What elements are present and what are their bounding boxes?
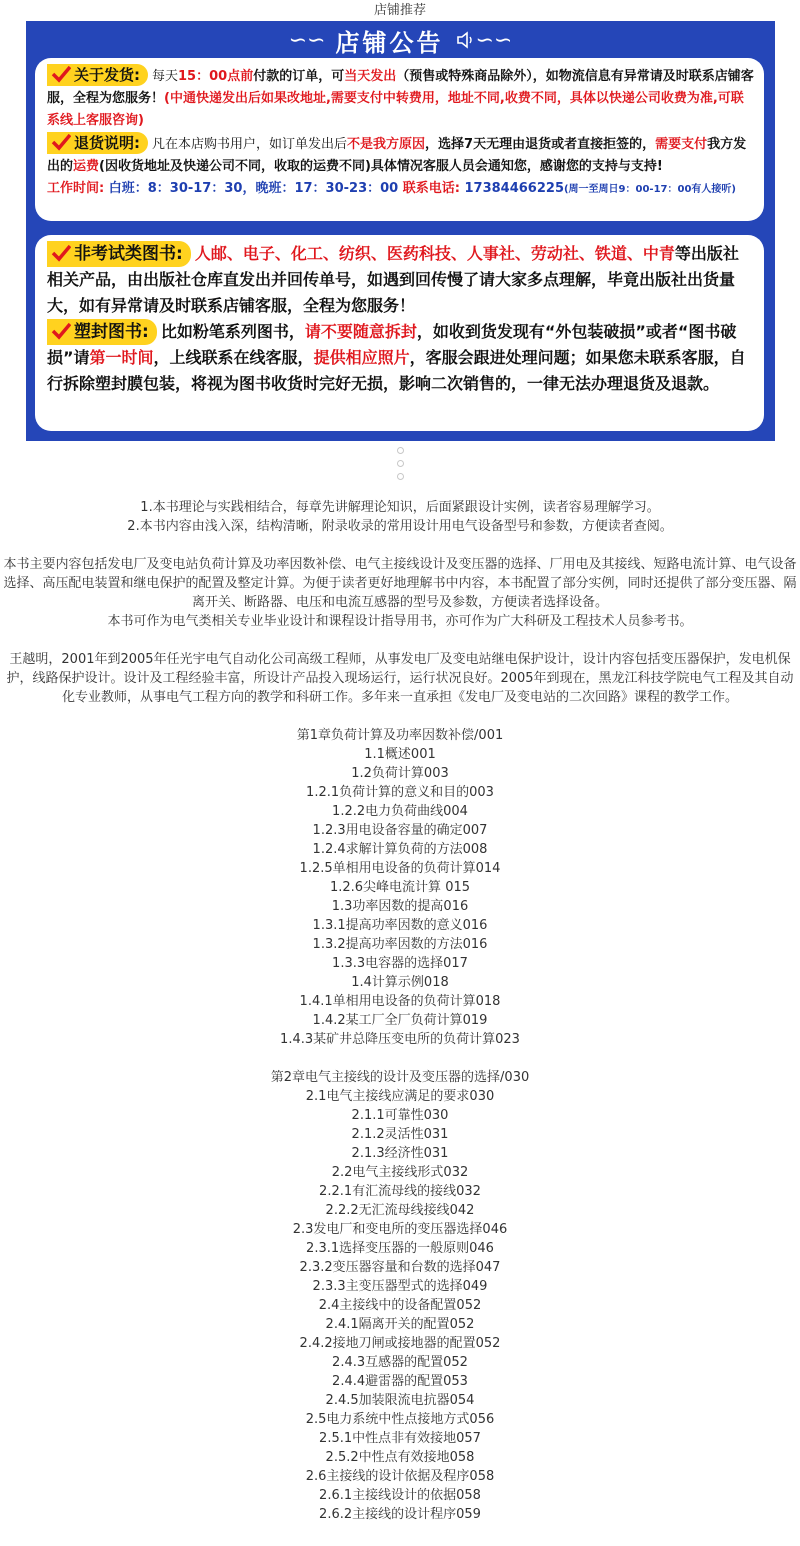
contact-phone: 17384466225 xyxy=(464,181,564,196)
toc-entry: 1.3.2提高功率因数的方法016 xyxy=(312,937,488,952)
toc-entry: 1.3.1提高功率因数的意义016 xyxy=(312,918,488,933)
toc-entry: 2.5.1中性点非有效接地057 xyxy=(319,1431,481,1446)
toc-entry: 2.2电气主接线形式032 xyxy=(331,1165,469,1180)
return-tag xyxy=(47,132,148,154)
sealed-photo-note: 提供相应照片 xyxy=(313,348,410,367)
toc-entry: 2.5电力系统中性点接地方式056 xyxy=(305,1412,495,1427)
wave-decoration-icon: ∽∽ xyxy=(288,27,326,53)
page-title: 店铺推荐 xyxy=(373,3,426,18)
shipping-tag xyxy=(47,64,148,86)
toc-entry: 2.1.2灵活性031 xyxy=(351,1127,449,1142)
toc-entry: 1.3.3电容器的选择017 xyxy=(332,956,468,971)
return-tag-label: 退货说明: xyxy=(74,134,140,152)
divider-dot xyxy=(397,447,404,454)
toc-entry: 1.4.1单相用电设备的负荷计算018 xyxy=(299,994,501,1009)
return-text: (因收货地址及快递公司不同，收取的运费不同)具体情况客服人员会通知您，感谢您的支持与支持! xyxy=(99,159,663,174)
check-icon xyxy=(51,244,71,262)
book-types-card xyxy=(35,235,764,431)
wave-decoration-icon: ∽∽ xyxy=(475,27,513,53)
product-description xyxy=(0,498,800,1524)
sealed-text: ，如收到货发现有“外包装破损”或者“图书破损”请 xyxy=(47,322,737,367)
toc-entry: 2.3发电厂和变电所的变压器选择046 xyxy=(292,1222,508,1237)
feature-line: 2.本书内容由浅入深，结构清晰，附录收录的常用设计用电气设备型号和参数，方便读者查阅。 xyxy=(127,519,673,534)
sealed-tag-label: 塑封图书: xyxy=(74,322,149,342)
toc-entry: 2.6.1主接线设计的依据058 xyxy=(319,1488,481,1503)
toc-entry: 1.2.2电力负荷曲线004 xyxy=(332,804,468,819)
shipping-text: （预售或特殊商品除外），如物流信息有异常请及时联系店铺客服，全程为您服务！ xyxy=(47,69,754,106)
sealed-text: ，上线联系在线客服， xyxy=(153,348,314,367)
toc-entry: 2.6主接线的设计依据及程序058 xyxy=(305,1469,495,1484)
toc-entry: 2.4主接线中的设备配置052 xyxy=(318,1298,482,1313)
return-fee-highlight: 运费 xyxy=(73,159,100,174)
nonexam-tag xyxy=(47,241,191,267)
return-text: 我方发出的 xyxy=(47,137,747,174)
nonexam-tag-label: 非考试类图书: xyxy=(74,244,183,264)
return-text: 凡在本店购书用户，如订单发出后 xyxy=(152,137,348,152)
work-hours-row xyxy=(47,178,754,201)
contact-label: 联系电话: xyxy=(402,181,460,196)
toc-entry: 1.4.2某工厂全厂负荷计算019 xyxy=(312,1013,488,1028)
divider-dots xyxy=(396,441,404,486)
toc-entry: 第2章电气主接线的设计及变压器的选择/030 xyxy=(270,1070,530,1085)
shipping-cutoff-time: 15：00点前 xyxy=(178,69,254,84)
toc-entry: 2.1电气主接线应满足的要求030 xyxy=(305,1089,495,1104)
toc-chapter-1 xyxy=(0,726,800,1049)
toc-chapter-2 xyxy=(0,1068,800,1524)
banner-title: 店铺公告 xyxy=(335,28,444,57)
toc-entry: 2.4.1隔离开关的配置052 xyxy=(325,1317,475,1332)
shipping-text: 每天 xyxy=(152,69,179,84)
toc-entry: 1.2.6尖峰电流计算 015 xyxy=(329,880,471,895)
summary-paragraph: 本书主要内容包括发电厂及变电站负荷计算及功率因数补偿、电气主接线设计及变压器的选择、厂用电及其接线、短路电流计算、电气设备选择、高压配电装置和继电保护的配置及整定计算。为便于读者更好地理解书中内容，本书配置了部分实例，同时还提供了部分变压器、隔离开关、断路器、电压和电流互感器的型号及参数，方便读者选择设备。 xyxy=(3,557,797,610)
toc-entry: 2.4.2接地刀闸或接地器的配置052 xyxy=(299,1336,501,1351)
work-hours-value: 白班：8：30-17：30，晚班：17：30-23：00 xyxy=(108,181,399,196)
toc-entry: 2.2.1有汇流母线的接线032 xyxy=(319,1184,481,1199)
return-pay-highlight: 需要支付 xyxy=(655,137,708,152)
shipping-address-change-note: (中通快递发出后如果改地址,需要支付中转费用，地址不同,收费不同，具体以快递公司收费为准,可联系线上客服咨询) xyxy=(47,91,744,128)
toc-entry: 2.3.3主变压器型式的选择049 xyxy=(312,1279,488,1294)
shipping-tag-label: 关于发货: xyxy=(74,66,140,84)
summary-paragraph: 本书可作为电气类相关专业毕业设计和课程设计指导用书，亦可作为广大科研及工程技术人员参考书。 xyxy=(107,614,693,629)
sealed-text: 比如粉笔系列图书， xyxy=(160,322,305,341)
store-notice-banner xyxy=(26,21,775,441)
toc-entry: 1.2.1负荷计算的意义和目的003 xyxy=(306,785,494,800)
toc-entry: 2.3.2变压器容量和台数的选择047 xyxy=(299,1260,501,1275)
work-hours-label: 工作时间: xyxy=(47,181,105,196)
toc-entry: 2.5.2中性点有效接地058 xyxy=(325,1450,475,1465)
same-day-highlight: 当天发出 xyxy=(344,69,397,84)
check-icon xyxy=(51,322,71,340)
toc-entry: 1.1概述001 xyxy=(364,747,436,762)
toc-entry: 1.2.5单相用电设备的负荷计算014 xyxy=(299,861,501,876)
author-bio: 王越明，2001年到2005年任光宇电气自动化公司高级工程师，从事发电厂及变电站继电保护设计，设计内容包括变压器保护，发电机保护，线路保护设计。设计及工程经验丰富，所设计产品投入现场运行，运行状况良好。2005年到现在，黑龙江科技学院电气工程及其自动化专业教师，从事电气工程方向的教学和科研工作。多年来一直承担《发电厂及变电站的二次回路》课程的教学工作。 xyxy=(6,652,794,705)
nonexam-text: 等出版社相关产品，由出版社仓库直发出并回传单号，如遇到回传慢了请大家多点理解，毕竟出版社出货量大，如有异常请及时联系店铺客服，全程为您服务！ xyxy=(47,244,739,315)
check-icon xyxy=(51,133,71,151)
publisher-list: 人邮、电子、化工、纺织、医药科技、人事社、劳动社、铁道、中青 xyxy=(194,244,675,263)
toc-entry: 1.4.3某矿井总降压变电所的负荷计算023 xyxy=(280,1032,520,1047)
divider-dot xyxy=(397,460,404,467)
toc-entry: 2.2.2无汇流母线接线042 xyxy=(325,1203,475,1218)
banner-header xyxy=(26,21,775,59)
sealed-section xyxy=(47,319,754,397)
return-text: ，选择7天无理由退货或者直接拒签的， xyxy=(425,137,656,152)
shipping-return-card xyxy=(35,58,764,221)
toc-entry: 2.1.3经济性031 xyxy=(351,1146,449,1161)
toc-entry: 2.1.1可靠性030 xyxy=(351,1108,449,1123)
toc-entry: 2.4.3互感器的配置052 xyxy=(332,1355,468,1370)
divider-dot xyxy=(397,473,404,480)
contact-note: (周一至周日9：00-17：00有人接听) xyxy=(563,184,736,195)
toc-entry: 1.2负荷计算003 xyxy=(351,766,449,781)
sealed-text: ，客服会跟进处理问题；如果您未联系客服，自行拆除塑封膜包装，将视为图书收货时完好无损，影响二次销售的，一律无法办理退货及退款。 xyxy=(47,348,746,393)
toc-entry: 2.3.1选择变压器的一般原则046 xyxy=(306,1241,494,1256)
check-icon xyxy=(51,65,71,83)
toc-entry: 1.2.3用电设备容量的确定007 xyxy=(312,823,488,838)
shipping-section xyxy=(47,64,754,132)
toc-entry: 第1章负荷计算及功率因数补偿/001 xyxy=(296,728,504,743)
toc-entry: 1.3功率因数的提高016 xyxy=(331,899,469,914)
toc-entry: 2.6.2主接线的设计程序059 xyxy=(319,1507,481,1522)
sealed-warning: 请不要随意拆封 xyxy=(304,322,417,341)
sealed-first-time: 第一时间 xyxy=(89,348,154,367)
speaker-icon xyxy=(456,30,476,50)
toc-entry: 2.4.4避雷器的配置053 xyxy=(332,1374,468,1389)
toc-entry: 1.4计算示例018 xyxy=(351,975,449,990)
toc-entry: 2.4.5加装限流电抗器054 xyxy=(325,1393,475,1408)
return-section xyxy=(47,132,754,178)
return-not-ours-highlight: 不是我方原因 xyxy=(347,137,426,152)
toc-entry: 1.2.4求解计算负荷的方法008 xyxy=(312,842,488,857)
nonexam-section xyxy=(47,241,754,319)
feature-line: 1.本书理论与实践相结合，每章先讲解理论知识，后面紧跟设计实例，读者容易理解学习。 xyxy=(140,500,660,515)
shipping-text: 付款的订单，可 xyxy=(253,69,345,84)
sealed-tag xyxy=(47,319,157,345)
